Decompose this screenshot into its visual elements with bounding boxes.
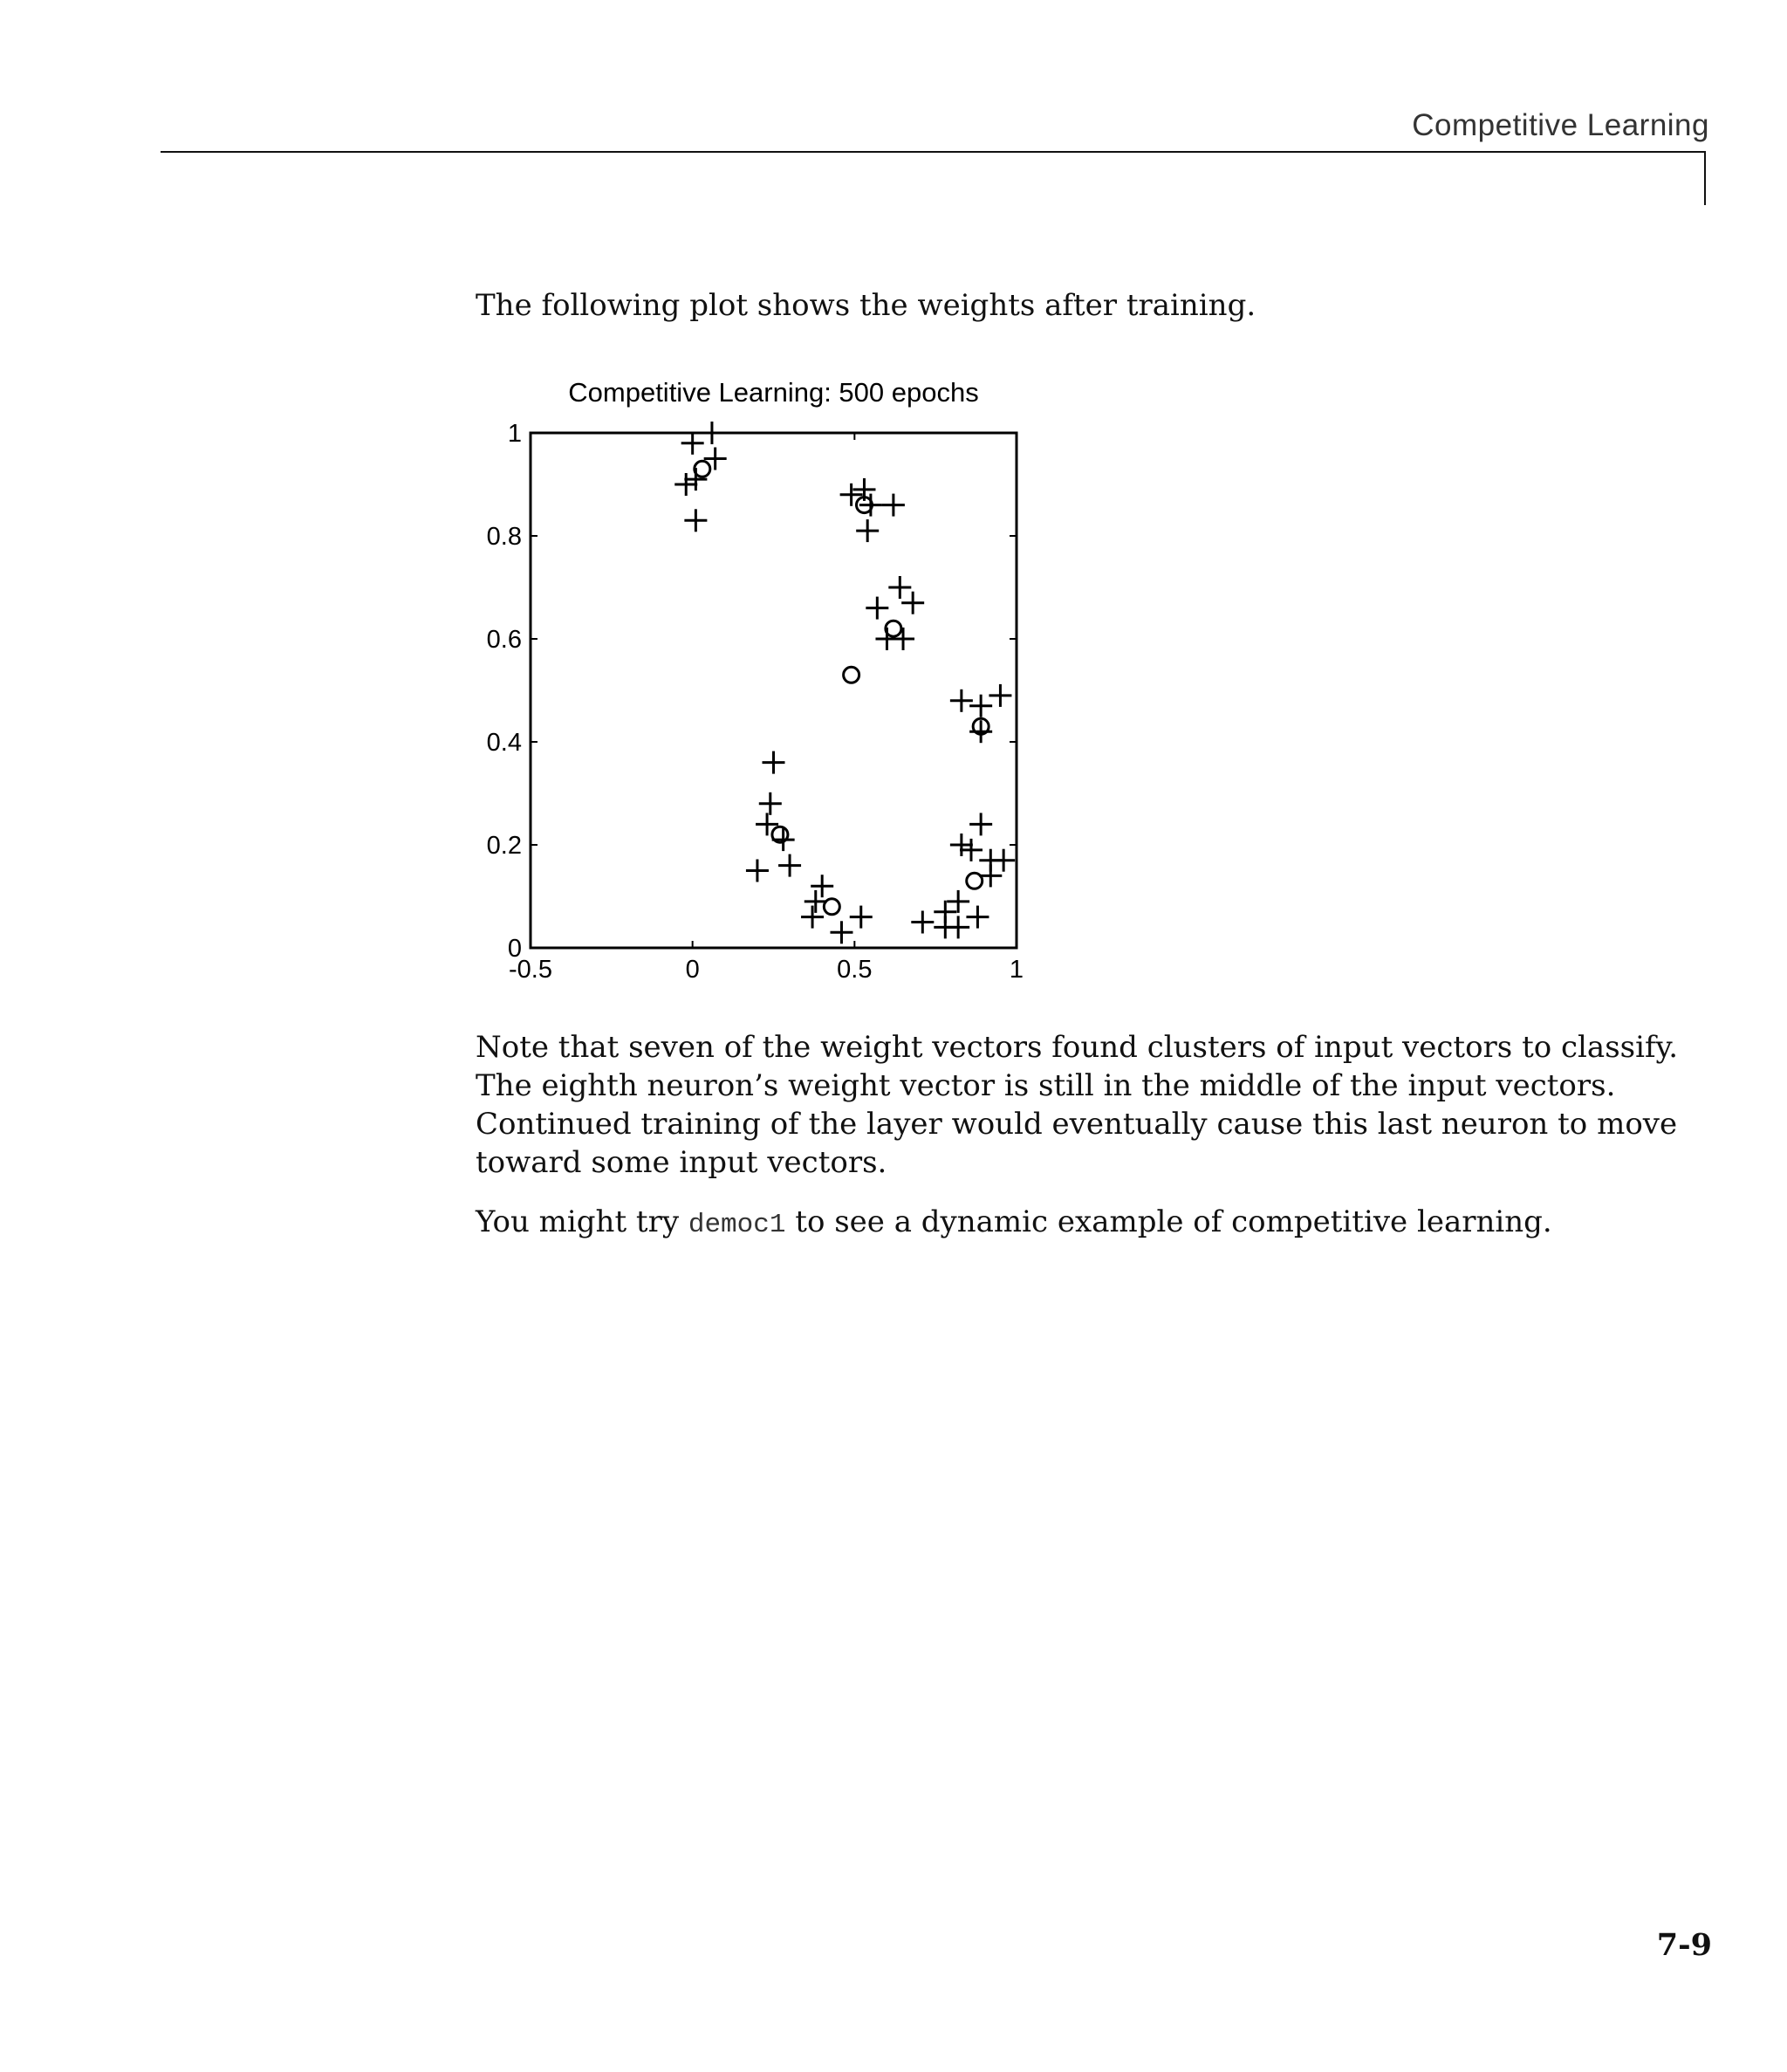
data-point-plus	[947, 890, 969, 913]
data-point-plus	[866, 597, 888, 620]
intro-paragraph: The following plot shows the weights after training.	[476, 288, 1256, 323]
data-point-plus	[950, 690, 973, 712]
y-tick-label: 0.2	[486, 832, 522, 860]
plot-frame	[531, 433, 1017, 948]
data-point-plus	[840, 484, 863, 506]
data-point-plus	[992, 849, 1015, 872]
data-point-plus	[901, 592, 924, 614]
data-point-plus	[684, 509, 707, 532]
data-point-plus	[856, 519, 879, 542]
data-point-plus	[966, 906, 989, 929]
data-point-circle	[967, 873, 983, 888]
data-point-plus	[830, 921, 852, 943]
y-tick-label: 0.6	[486, 626, 522, 654]
y-tick-label: 0.4	[486, 729, 522, 757]
try-suffix: to see a dynamic example of competitive learning.	[785, 1204, 1552, 1239]
data-point-circle	[844, 667, 859, 683]
y-tick-label: 1	[507, 420, 522, 448]
note-paragraph: Note that seven of the weight vectors found clusters of input vectors to classify. The eighth neuron’s weight vector is still in the middle of the input vectors. Continued training of the layer would eventually cause this last neuron to move toward some input vectors.	[476, 1030, 1679, 1180]
data-point-circle	[824, 899, 839, 915]
data-point-plus	[969, 813, 992, 835]
data-point-plus	[960, 839, 983, 861]
x-tick-label: 1	[1009, 956, 1024, 984]
data-point-plus	[882, 494, 905, 517]
header-rule-tick	[1704, 151, 1706, 205]
data-point-plus	[701, 422, 723, 444]
data-point-plus	[850, 906, 873, 929]
header-rule	[161, 151, 1706, 153]
data-point-plus	[989, 684, 1011, 707]
data-point-plus	[947, 916, 969, 938]
data-point-plus	[892, 628, 914, 650]
try-prefix: You might try	[476, 1204, 688, 1239]
data-point-plus	[759, 792, 782, 815]
scatter-figure	[471, 367, 1082, 995]
chart-title: Competitive Learning: 500 epochs	[568, 377, 979, 408]
try-code: democ1	[688, 1210, 786, 1240]
data-point-plus	[811, 875, 833, 897]
data-point-plus	[911, 911, 934, 934]
data-point-plus	[778, 854, 801, 877]
data-point-plus	[681, 432, 704, 455]
running-header: Competitive Learning	[1412, 108, 1709, 142]
x-tick-label: 0	[685, 956, 700, 984]
try-paragraph	[476, 1203, 1697, 1245]
y-tick-label: 0	[507, 935, 522, 963]
data-point-plus	[746, 860, 769, 882]
page-number: 7-9	[1656, 1927, 1712, 1963]
y-tick-label: 0.8	[486, 523, 522, 551]
data-point-plus	[704, 448, 727, 470]
data-point-plus	[763, 751, 785, 774]
data-point-plus	[969, 695, 992, 717]
x-tick-label: -0.5	[509, 956, 552, 984]
data-point-plus	[950, 834, 973, 856]
data-point-plus	[801, 906, 824, 929]
data-point-plus	[756, 813, 778, 835]
data-point-plus	[888, 576, 911, 599]
x-tick-label: 0.5	[837, 956, 873, 984]
data-point-plus	[674, 473, 697, 496]
scatter-plot	[471, 367, 1082, 995]
